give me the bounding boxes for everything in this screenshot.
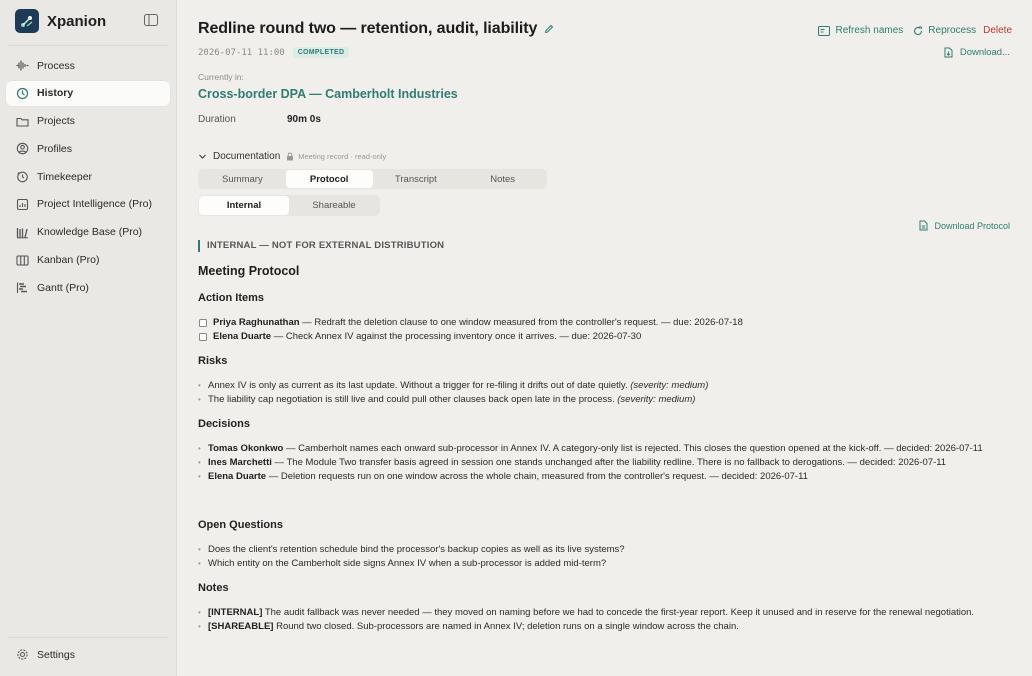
decision-text: — Camberholt names each onward sub-processor in Annex IV. A category-only list is rejected. This closes the question opened at the kick-off. — decided: 2026-07-11 [283, 443, 983, 454]
header-actions [808, 25, 1012, 36]
tab-notes[interactable]: Notes [490, 173, 516, 185]
kanban-icon [16, 254, 29, 267]
refresh-icon [913, 26, 923, 36]
action-item-person: Priya Raghunathan [213, 317, 300, 328]
currently-in-label: Currently in: [198, 72, 244, 82]
sidebar-item-projects[interactable] [6, 109, 170, 134]
sidebar-item-project-intelligence[interactable] [6, 192, 170, 217]
waveform-icon [16, 59, 29, 72]
list-item: • Which entity on the Camberholt side signs Annex IV when a sub-processor is added mid-term? [198, 558, 607, 569]
protocol-title: Meeting Protocol [198, 264, 300, 278]
open-questions-heading: Open Questions [198, 519, 283, 531]
folder-icon [16, 115, 29, 128]
decision-person: Tomas Okonkwo [208, 443, 284, 454]
sidebar-item-timekeeper[interactable] [6, 164, 170, 189]
brand[interactable] [15, 9, 106, 33]
action-item-person: Elena Duarte [213, 331, 272, 342]
id-card-icon [818, 26, 830, 36]
list-item: • Annex IV is only as current as its last update. Without a trigger for re-filing it drifts out of date quietly. (severity: medium) [198, 380, 709, 391]
reprocess-label: Reprocess [928, 25, 977, 36]
subtab-shareable[interactable]: Shareable [312, 200, 356, 211]
refresh-names-label: Refresh names [835, 25, 904, 36]
sidebar-item-label: Knowledge Base (Pro) [37, 226, 143, 239]
main-content [198, 0, 1018, 676]
subtab-internal[interactable]: Internal [199, 196, 289, 215]
protocol-subtabs [198, 195, 380, 216]
gantt-icon [16, 281, 29, 294]
sidebar-item-label: Projects [37, 115, 75, 128]
list-item: • Tomas Okonkwo — Camberholt names each onward sub-processor in Annex IV. A category-only list is rejected. This closes the question opened at the kick-off. — decided: 2026-07-11 [198, 443, 983, 454]
project-link[interactable]: Cross-border DPA — Camberholt Industries [198, 87, 458, 101]
clock-history-icon [16, 87, 29, 100]
note-tag: [INTERNAL] [208, 607, 263, 618]
gear-icon [16, 648, 29, 661]
documentation-label: Documentation [213, 151, 281, 162]
action-item [198, 331, 1014, 343]
download-protocol-label: Download Protocol [934, 220, 1010, 231]
decisions-list [198, 443, 1014, 485]
open-questions-list [198, 544, 1014, 572]
pencil-icon[interactable] [544, 24, 554, 34]
document-chart-icon [16, 198, 29, 211]
documentation-toggle[interactable] [198, 151, 386, 162]
sidebar-item-gantt[interactable] [6, 275, 170, 300]
sidebar-divider [8, 637, 168, 638]
action-items-heading: Action Items [198, 292, 265, 304]
risk-text: Annex IV is only as current as its last update. Without a trigger for re-filing it drifts out of date quietly. [208, 380, 631, 391]
sidebar-item-label: Profiles [37, 142, 73, 155]
list-item: • [SHAREABLE] Round two closed. Sub-processors are named in Annex IV; deletion runs on a single window across the chain. [198, 621, 739, 632]
refresh-names-button[interactable] [818, 25, 903, 36]
action-item [198, 317, 1014, 329]
risk-severity: (severity: medium) [630, 380, 709, 391]
action-item-checkbox[interactable] [199, 319, 207, 327]
sidebar-nav [6, 53, 170, 303]
documentation-tabs [198, 169, 547, 189]
sidebar-item-history[interactable] [6, 81, 170, 106]
download-protocol-button[interactable] [919, 220, 1010, 231]
decision-person: Ines Marchetti [208, 457, 272, 468]
sidebar-item-kanban[interactable] [6, 248, 170, 273]
risk-severity: (severity: medium) [617, 394, 696, 405]
document-icon [919, 220, 928, 231]
sidebar-item-label: Gantt (Pro) [37, 281, 89, 294]
xpanion-logo-icon [15, 9, 39, 33]
tab-summary[interactable]: Summary [222, 173, 263, 185]
chevron-down-icon [198, 152, 207, 161]
note-tag: [SHAREABLE] [208, 621, 274, 632]
decision-person: Elena Duarte [208, 471, 267, 482]
sidebar-item-label: Settings [37, 648, 75, 661]
user-circle-icon [16, 142, 29, 155]
download-button[interactable] [943, 47, 1010, 58]
sidebar-item-label: Project Intelligence (Pro) [37, 198, 152, 211]
delete-button[interactable]: Delete [983, 25, 1012, 36]
sidebar-item-knowledge-base[interactable] [6, 220, 170, 245]
risks-list [198, 380, 1014, 408]
decision-text: — The Module Two transfer basis agreed in session one stands unchanged after the liability redline. There is no fallback to derogations. — decided: 2026-07-11 [271, 457, 947, 468]
internal-banner: INTERNAL — NOT FOR EXTERNAL DISTRIBUTION [198, 240, 444, 252]
tab-protocol[interactable]: Protocol [286, 170, 373, 188]
action-item-text: — Check Annex IV against the processing inventory once it arrives. — due: 2026-07-30 [271, 331, 642, 342]
books-icon [16, 226, 29, 239]
reprocess-button[interactable] [913, 25, 976, 36]
sidebar-item-process[interactable] [6, 53, 170, 78]
status-badge: COMPLETED [293, 47, 350, 58]
readonly-note: Meeting record · read-only [298, 152, 387, 161]
action-item-text: — Redraft the deletion clause to one window measured from the controller's request. — due: 2026-07-18 [299, 317, 743, 328]
app-name: Xpanion [47, 12, 107, 30]
tab-transcript[interactable]: Transcript [394, 173, 437, 185]
meeting-title: Redline round two — retention, audit, liability [198, 20, 538, 37]
list-item: • The liability cap negotiation is still live and could pull other clauses back open late in the process. (severity: medium) [198, 394, 696, 405]
list-item: • [INTERNAL] The audit fallback was never needed — they moved on naming before we had to concede the first-year report. Keep it unused and in reserve for the renewal negotiation. [198, 607, 975, 618]
decisions-heading: Decisions [198, 418, 250, 430]
risk-text: The liability cap negotiation is still live and could pull other clauses back open late in the process. [208, 394, 618, 405]
sidebar-item-profiles[interactable] [6, 136, 170, 161]
meta-row [198, 47, 349, 58]
meeting-datetime: 2026-07-11 11:00 [198, 47, 285, 58]
lock-icon [286, 152, 294, 161]
risks-heading: Risks [198, 355, 228, 367]
list-item: • Ines Marchetti — The Module Two transfer basis agreed in session one stands unchanged after the liability redline. There is no fallback to derogations. — decided: 2026-07-11 [198, 457, 947, 468]
question-text: Does the client's retention schedule bind the processor's backup copies as well as its live systems? [208, 544, 625, 555]
question-text: Which entity on the Camberholt side signs Annex IV when a sub-processor is added mid-term? [208, 558, 607, 569]
download-icon [943, 47, 954, 58]
sidebar-item-label: Kanban (Pro) [37, 254, 100, 267]
note-text: The audit fallback was never needed — they moved on naming before we had to concede the first-year report. Keep it unused and in reserve for the renewal negotiation. [262, 607, 975, 618]
sidebar-item-settings[interactable] [6, 642, 170, 667]
stopwatch-icon [16, 170, 29, 183]
sidebar-item-label: Process [37, 59, 75, 72]
action-item-checkbox[interactable] [199, 333, 207, 341]
sidebar-item-label: History [37, 87, 74, 100]
note-text: Round two closed. Sub-processors are named in Annex IV; deletion runs on a single window across the chain. [273, 621, 739, 632]
duration-value: 90m 0s [287, 114, 321, 125]
sidebar-item-label: Timekeeper [37, 170, 93, 183]
decision-text: — Deletion requests run on one window across the whole chain, measured from the controller's request. — decided: 2026-07-11 [266, 471, 808, 482]
download-label: Download... [959, 47, 1010, 58]
sidebar-settings [6, 642, 170, 670]
duration-label: Duration [198, 114, 236, 125]
title-row [198, 20, 554, 38]
sidebar [0, 0, 177, 676]
list-item: • Does the client's retention schedule bind the processor's backup copies as well as its live systems? [198, 544, 625, 555]
sidebar-divider [8, 45, 168, 46]
action-items-list [198, 317, 1014, 345]
sidebar-toggle-icon[interactable] [144, 14, 158, 26]
notes-list [198, 607, 1014, 635]
list-item: • Elena Duarte — Deletion requests run on one window across the whole chain, measured from the controller's request. — decided: 2026-07-11 [198, 471, 808, 482]
notes-heading: Notes [198, 582, 229, 594]
